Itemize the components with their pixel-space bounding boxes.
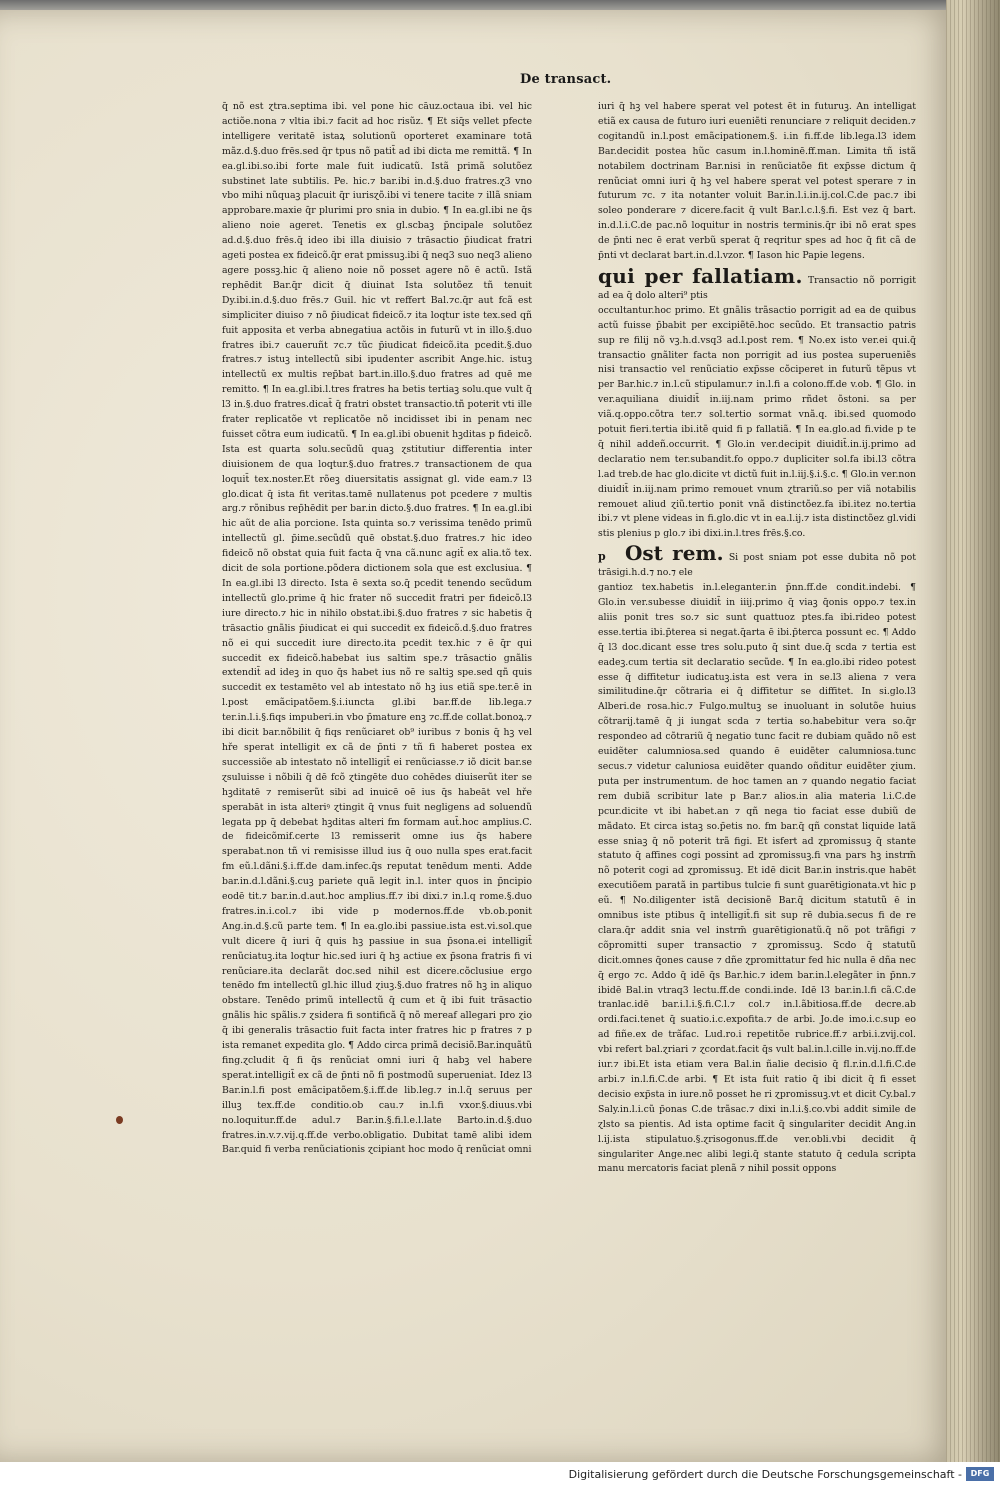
page-edge-lines	[946, 0, 1000, 1462]
left-text-column	[222, 100, 532, 1180]
right-column-text-mid: occultantur.hoc primo. Et gnãlis trãsactio porrigit ad ea de quibus actũ fuisse p̄babit per excipiẽtē.hoc secũdo. Et transactio patris sup re filij nõ vꝫ.h.d.vsq3 ad.l.post rem. ¶ No.ex isto ver.ei qui.q̄ transactio gnãliter facta non porrigit ad ius postea superueniẽs nisi transactio vel renũciatio exp̃sse cõciperet in futurũ tẽpus vt per Bar.hic.⁊ in.l.cũ stipulamur.⁊ in.l.fi a colono.ff.de v.ob. ¶ Glo. in ver.aquiliana diuidit̄ in.iij.nam primo rñdet õstoni. sa per viã.q.oppo.cõtra ter.⁊ sol.tertio sormat vnã.q. ibi.sed quomodo potuit fieri.tertia ibi.itẽ quid fi p fallatiã. ¶ In ea.glo.ad fi.vide p te q̄ nihil addeñ.occurrit. ¶ Glo.in ver.decipit diuidit̄.in.ij.primo ad declaratio nem ter.subandit.fo oppo.⁊ dupliciter sol.fa ibi.l3 cõtra l.ad treb.de hac glo.dicite vt dictũ fuit in.l.iij.§.i.§.c. ¶ Glo.in ver.non diuidit̄ in.iij.nam primo remouet vnum ɀtrariũ.so per viã notabilis remouet aliud ɀiũ.tertio ponit vnã distinctõez.fa ibi.itez no.tertia ibi.⁊ vt plene videas in fi.glo.dic vt in ea.l.ij.⁊ ista distinctõez gl.vidi stis plenius p glo.⁊ ibi dixi.in.l.tres frēs.§.co.	[598, 304, 916, 540]
right-column-text-top: iuri q̄ hꝫ vel habere sperat vel potest ēt in futuruꝫ. An intelligat etiã ex causa de futuro iuri eueniẽti renunciare ⁊ reliquit deciden.⁊ cogitandũ in.l.post emãcipationem.§. i.in fi.ff.de lib.lega.l3 idem Bar.decidit postea hũc casum in.l.hominē.ff.man. Limita tñ istã notabilem doctrinam Bar.nisi in renũciatõe fit exp̃sse dictum q̄ renũciat omni iuri q̄ hꝫ vel habere sperat vel potest sperare ⁊ in futurum ⁊c. ⁊ ita notanter voluit Bar.in.l.i.in.ij.col.C.de pac.⁊ ibi soleo ponderare ⁊ dicere.facit q̄ vult Bar.l.c.l.§.fi. Est vez q̄ bart. in.d.l.i.C.de pac.nõ loquitur in nostris terminis.q̄r ibi nõ erat spes de p̄nti nec ē erat verbũ sperat q̄ reqritur spes ad hoc q̄ fit cã de p̄nti vt declarat bart.in.d.l.vzor. ¶ Iason hic Papie legens.	[598, 101, 916, 262]
funding-notice: Digitalisierung gefördert durch die Deutsche Forschungsgemeinschaft -	[568, 1468, 962, 1481]
section-heading	[598, 542, 916, 581]
rubric-gloss: Transactio nõ porrigit ad ea q̄ dolo alteri⁹ ptis	[598, 274, 916, 301]
footer-bar	[0, 1462, 1000, 1487]
running-head: De transact.	[520, 72, 612, 87]
right-column-text-bottom: gantioz tex.habetis in.l.eleganter.in p̄nn.ff.de condit.indebi. ¶ Glo.in ver.subesse diuidit̄ in iiij.primo q̄ viaꝫ q̄onis oppo.⁊ tex.in aliis ponit tres so.⁊ sic sunt quattuoz ptes.fa ibi.rideo potest esse.tertia ibi.p̄terea si negat.q̄arta ē ibi.p̄terca possunt ec. ¶ Addo q̄ l3 doc.dicant esse tres solu.puto q̄ sint due.q̄ scda ⁊ tertia est eadeꝫ.cum tertia sit declaratio secũde. ¶ In ea.glo.ibi rideo potest esse q̄ diffitetur iudicatuꝫ.ista est vera in se.l3 aliena ⁊ vera similitudine.q̄r cõtraria ei q̄ diffitetur se diffitet. In si.glo.l3 Alberi.de rosa.hic.⁊ Fulgo.multuꝫ se inuoluant in solutõe huius cõtrarij.tamē q̄ ji iungat scda ⁊ tertia so.habebitur vera so.q̄r respondeo ad cõtrariũ q̄ negatio tunc facit re dubiam quãdo nõ est euidẽter calumniosa.sed quando ē euidẽter calumniosa.tunc secus.⁊ videtur caluniosa euidẽter quando oñditur euidẽter ɀium. puta per instrumentum. de hoc tamen an ⁊ quando negatio faciat rem dubiã scribitur late p Bar.⁊ alios.in alia materia l.i.C.de pcur.dicite vt ibi habet.an ⁊ qñ nega tio faciat esse dubiũ de mãdato. Et circa istaꝫ so.p̄etis no. fm bar.q̄ qñ constat liquide latã esse sniaꝫ q̄ nõ poterit trã figi. Et isfert ad ɀpromissuꝫ q̄ stante statuto q̄ affines cogi possint ad ɀpromissuꝫ.fi vna pars hꝫ instrm̄ nõ poterit cogi ad ɀpromissuꝫ. Et idē dicit Bar.in instris.que habēt executiõem paratã in partibus tulcie fi sunt guarētigionata.vt hic p eũ. ¶ No.diligenter istã decisionẽ Bar.q̄ dicitum statutũ ē in omnibus iste ptibus q̄ intelligit̄.fi sit sup rē dubia.secus fi de re clara.q̄r addit snia vel instrm̄ guarētigionatũ.q̄ nõ pot trãfigi ⁊ cõpromitti super transactio ⁊ ɀpromissuꝫ. Scdo q̄ statutũ dicit.omnes q̄ones cause ⁊ dñe ɀpromittatur fed hic nulla ē dña nec q̄ ergo ⁊c. Addo q̄ idē q̄s Bar.hic.⁊ idem bar.in.l.elegãter in p̄nn.⁊ ibidē Bal.in vtraq3 lectu.ff.de condi.inde. Idē l3 bar.in.l.fi cã.C.de tranlac.idē bar.i.l.i.§.fi.C.l.⁊ col.⁊ in.l.ãbitiosa.ff.de decre.ab ordi.faci.tenet q̄ suatio.i.c.expofita.⁊ de arbi. Jo.de imo.i.c.sup eo ad fiñe.ex de trãfac. Lud.ro.i repetitõe rubrice.ff.⁊ arbi.i.zvij.col. vbi refert bal.ɀriari ⁊ ɀcordat.facit q̄s vult bal.in.l.cille in.vij.no.ff.de iur.⁊ ibi.Et ista etiam vera Bal.in ñalie decisio q̄ fl.r.in.d.l.fi.C.de arbi.⁊ in.l.fi.C.de arbi. ¶ Et ista fuit ratio q̄ ibi dicit q̄ fi esset decisio exp̃sta in iure.nõ posset he ri ɀpromissuꝫ.vt et dicit Cy.bal.⁊ Saly.in.l.i.cũ p̄onas C.de trãsac.⁊ dixi in.l.i.§.co.vbi addit simile de ɀlsto sa pientis. Ad ista optime facit q̄ singulariter decidit Ang.in l.ij.ista stipulatuo.§.ɀrisogonus.ff.de ver.obli.vbi decidit q̄ singulariter Ange.nec alibi legi.q̄ stante statuto q̄ cedula scripta manu mercatoris faciat plenã ⁊ nihil possit oppons	[598, 582, 916, 1175]
section-word: Ost rem.	[624, 541, 724, 566]
ink-stain	[116, 1116, 123, 1124]
book-fore-edge	[946, 0, 1000, 1462]
dfg-logo: DFG	[966, 1467, 994, 1481]
rubric-word: qui per fallatiam.	[598, 263, 803, 288]
section-gloss: Si post sniam pot esse dubita nõ pot trāsigi.h.d.⁊ no.⁊ ele	[598, 552, 916, 579]
right-text-column	[598, 100, 916, 1180]
book-page	[0, 10, 958, 1462]
section-initial-p: p	[598, 550, 606, 564]
left-column-text: q̄ nõ est ɀtra.septima ibi. vel pone hic cāuz.octaua ibi. vel hic actiõe.nona ⁊ vltia ibi.⁊ facit ad hoc risũz. ¶ Et siq̄s vellet pfecte intelligere veritatē istaꝝ solutionũ oporteret examinare totā mãz.d.§.duo frēs.sed q̄r tpus nõ patit̄ ad ibi dicta me remittã. ¶ In ea.gl.ibi.so.ibi forte male fuit iudicatũ. Istã primã solutõez substinet late subtilis. Pe. hic.⁊ bar.ibi in.d.§.duo fratres.ɀ3 vno vbo mihi nũquaꝫ placuit q̄r iurisɀõ.ibi vi̇ tenere tacite ⁊ illã sniam approbare.maxie q̄r plurimi̇ pro snia in dubio. ¶ In ea.gl.ibi ne q̄s alieno noie ageret. Tenetis ex gl.scbaꝫ p̄ncipale solutõez ad.d.§.duo frēs.q̄ ideo ibi illa diuisio ⁊ trāsactio p̄iudicat fratri ageti postea ex fideicõ.q̄r erat pmissuꝫ.ibi q̄ neq3 suo neq3 alieno agere possꝫ.hic q̄ alieno noie nõ posset agere nõ ē actũ. Istã rephēdit Bar.q̄r dicit q̄ diuinat Ista solutõez tñ tenuit Dy.ibi.in.d.§.duo frēs.⁊ Guil. hic vt reffert Bal.⁊c.q̄r aut fcã est simpliciter diuiso ⁊ nõ p̄iudicat fideicõ.⁊ ita loqtur iste tex.sed qñ fuit apposita et verba abnegatiua actõis in futurũ vt in illo.§.duo fratres ibi.⁊ caueruñt ⁊c.⁊ tũc p̄iudicat fideicõ.ita pcedit.§.duo fratres.⁊ istuꝫ intellectũ sibi ipudenter ascribit Ange.hic. istuꝫ intellectũ ex multis rep̄bat bart.in.illo.§.duo fratres ad quē me remitto. ¶ In ea.gl.ibi.l.tres fratres ha betis tertiaꝫ solu.que vult q̄ l3 in.§.duo fratres.dicat̄ q̄ fratri obstet transactio.tñ poterit vti ille frater replicatõe vt replicatõe nõ incidisset ibi in penam nec fuisset cõtra eum iudicatũ. ¶ In ea.gl.ibi obuenit hꝫditas p fideicõ. Ista est quarta solu.secũdũ quaꝫ ɀstitutiur differentia inter diuisionem de qua loqtur.§.duo fratres.⁊ transactionem de qua loquit̄ tex.noster.Et rõeꝫ diuersitatis assignat gl. vide eam.⁊ l3 glo.dicat q̄ ista fit veritas.tamē nullatenus pot pcedere ⁊ multis arg.⁊ rõnibus rep̄hēdit per bar.in dicto.§.duo fratres. ¶ In ea.gl.ibi hic aũt de alia porcione. Ista quinta so.⁊ verissima tenēdo primũ intellectũ gl. p̄ime.secũdũ quē obstat.§.duo fratres.⁊ hic ideo fideicõ nõ obstat quia fuit facta q̄ vna cã.nunc agit̄ ex alia.tõ tex. dicit de sola portione.põdera dictionem sola que est exclusiua. ¶ In ea.gl.ibi l3 directo. Ista ē sexta so.q̄ pcedit tenendo secũdum intellectũ glo.prime q̄ hic frater nõ succedit fratri per fideicõ.l3 iure directo.⁊ hic in nihilo obstat.ibi.§.duo fratres ⁊ sic habetis q̄ trāsactio gnãlis p̄iudicat ei qui succedit ex fideicõ.d.§.duo fratres nõ ei qui succedit iure directo.ita pcedit tex.hic ⁊ ē q̄r qui succedit ex fideicõ.habebat ius saltim spe.⁊ trāsactio gnãlis extendit̄ ad ideꝫ in quo q̄s habet ius nõ re saltiꝫ spe.sed qñ quis succedit ex testamēto vel ab intestato nõ hꝫ ius etiã spe.ter.ē in l.post emãcipatõem.§.i.iuncta gl.ibi bar.ff.de lib.lega.⁊ ter.in.l.i.§.fiqs impuberi.in vbo p̄mature enꝫ ⁊c.ff.de collat.bonoꝝ.⁊ ibi dicit bar.nõbilit q̄ fiqs renũciaret ob⁹ iuribus ⁊ bonis q̄ hꝫ vel hře sperat intelligit ex cã de p̄nti ⁊ tñ fi haberet postea ex successiõe ab intestato nõ intelligit̄ ei renũciasse.⁊ iõ dicit bar.se ɀsuluisse i nõbili q̄ dē fcõ ɀtingēte duo cohēdes diuiserũt iter se hꝫditatē ⁊ remiserũt sibi ad inuicē oē ius q̄s habeāt vel hře sperabāt in ista alteriꝰ ɀtingit q̄ vnus fuit negligens ad soluendũ legata pp q̄ debebat hꝫditas alteri fm formam aut̄.hoc amplius.C. de fideicõmif.certe l3 remisserit omne ius q̄s habere sperabat.non tñ vi̇ remisisse illud ius q̄ ouo nulla spes erat.facit fm eũ.l.dãni.§.i.ff.de dam.infec.q̄s reputat tenēdum menti. Adde bar.in.d.l.dãni.§.cuꝫ pariete quã legit in.l. inter quos in p̄ncipio eodē tit.⁊ bar.in.d.aut.hoc amplius.ff.⁊ ibi dixi.⁊ in.l.q rome.§.duo fratres.in.i.col.⁊ ibi vide p modernos.ff.de vb.ob.ponit Ang.in.d.§.cũ parte tem. ¶ In ea.glo.ibi passiue.ista est.vi̇.sol.que vult dicere q̄ iuri q̄ quis hꝫ passiue in sua p̄sona.ei intelligit̄ renũciatuꝫ.ita loqtur hic.sed iuri q̄ hꝫ actiue ex p̄sona fratris fi vi̇ renũciare.ita declarãt doc.sed nihil est dicere.cõclusiue ergo tenēdo fm intellectũ gl.hic illud ɀiuꝫ.§.duo fratres nõ hꝫ in aliquo obstare. Tenēdo primũ intellectũ q̄ cum et q̄ ibi fuit trāsactio gnãlis hic spãlis.⁊ ɀsidera fi sontificã q̄ nõ mereaf allegari pro ɀio q̄ ibi generalis trāsactio fuit facta inter fratres hic p fratres ⁊ p ista remanet expedita glo. ¶ Addo circa primã decisiõ.Bar.inquãtũ fing.ɀcludit q̄ fi q̄s renũciat omni iuri q̄ habꝫ vel habere sperat.intelligit̄ ex cã de p̄nti nõ fi postmodũ superueniat. Idez l3 Bar.in.l.fi post emãcipatõem.§.i.ff.de lib.leg.⁊ in.l.q̄ seruus per illuꝫ tex.ff.de conditio.ob cau.⁊ in.l.fi vxor.§.diuus.vbi no.loquitur.ff.de adul.⁊ Bar.in.§.fi.l.e.l.late Barto.in.d.§.duo fratres.in.v.⁊.vi̇j.q.ff.de verbo.obligatio. Dubitat tamē alibi idem Bar.quid fi verba renũciationis ɀcipiant hoc modo q̄ renũciat omni	[222, 101, 532, 1156]
rubric-heading	[598, 264, 916, 304]
